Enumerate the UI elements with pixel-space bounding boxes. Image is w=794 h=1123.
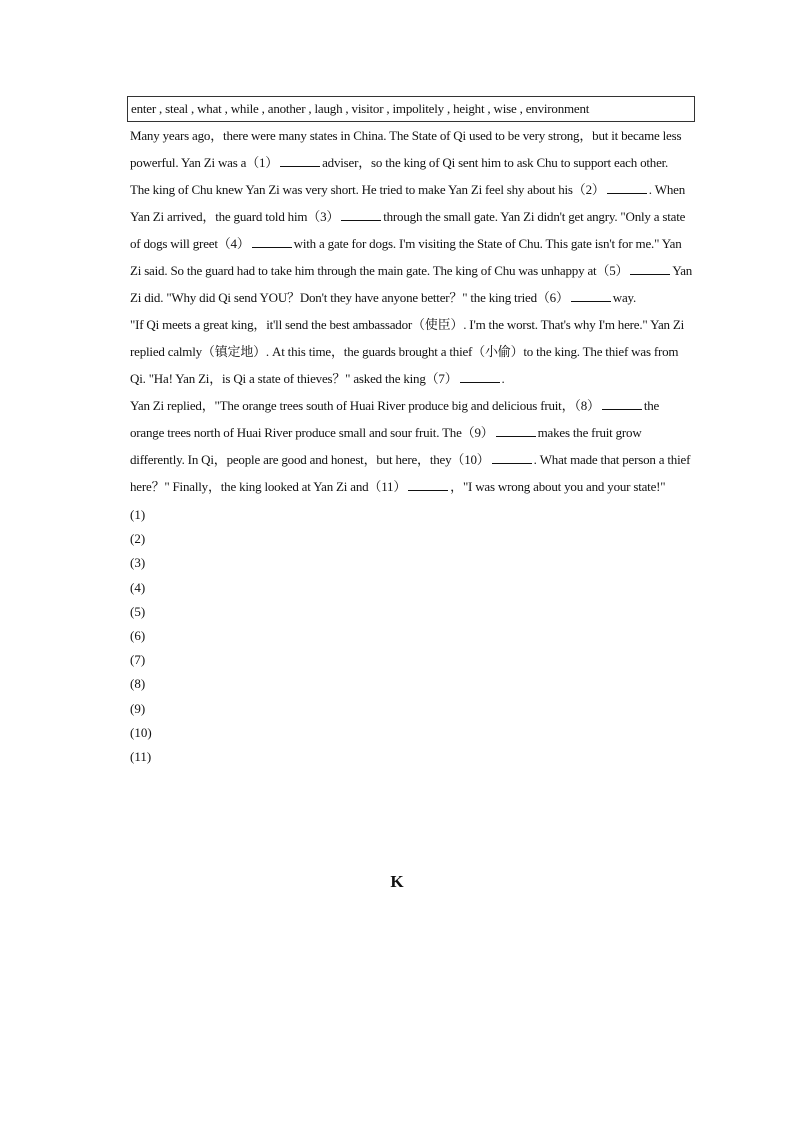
passage-text: through the small gate. Yan Zi didn't get angry. "Only a state of dogs will greet（4）: [130, 209, 686, 251]
answer-line[interactable]: (8): [130, 676, 146, 692]
passage-text: . When Yan Zi arrived，the guard told him（3）: [130, 182, 686, 224]
passage-text: with a gate for dogs. I'm visiting the State of Chu. This gate isn't for me." Yan Zi said. So the guard had to take him through the main gate. The king of Chu was unhappy at（5）: [130, 236, 682, 278]
answer-blank[interactable]: [460, 371, 500, 383]
passage-text: makes the fruit grow differently. In Qi，people are good and honest，but here，they（10）: [130, 425, 642, 467]
answer-line[interactable]: (4): [130, 579, 146, 595]
answer-line[interactable]: (2): [130, 531, 146, 547]
passage-text: .: [501, 371, 505, 386]
answer-blank[interactable]: [571, 290, 611, 302]
passage-text: adviser，so the king of Qi sent him to ask Chu to support each other.: [322, 155, 669, 170]
answer-blank[interactable]: [607, 182, 647, 194]
answer-line[interactable]: (6): [130, 627, 146, 643]
answer-line[interactable]: (9): [130, 700, 146, 716]
passage-text: Yan Zi did. "Why did Qi send YOU？Don't they have anyone better？" the king tried（6）: [130, 263, 693, 305]
passage-text: The king of Chu knew Yan Zi was very short. He tried to make Yan Zi feel shy about his（2）: [130, 182, 605, 197]
answer-blank[interactable]: [496, 425, 536, 437]
answer-blank[interactable]: [630, 263, 670, 275]
answer-blank[interactable]: [252, 236, 292, 248]
passage-paragraph-1: [130, 122, 695, 176]
answer-blank[interactable]: [492, 452, 532, 464]
answer-blank[interactable]: [602, 398, 642, 410]
passage-paragraph-4: [130, 392, 695, 500]
answer-blank[interactable]: [280, 155, 320, 167]
passage-text: Many years ago，there were many states in China. The State of Qi used to be very strong，but it became less powerful. Yan Zi was a（1）: [130, 128, 682, 170]
passage-paragraph-2: [130, 176, 695, 311]
answer-blank[interactable]: [341, 209, 381, 221]
passage-text: ，"I was wrong about you and your state!": [450, 479, 666, 494]
passage-text: . What made that person a thief here？" Finally，the king looked at Yan Zi and（11）: [130, 452, 691, 494]
word-bank-box: enter , steal , what , while , another , laugh , visitor , impolitely , height , wise , environment: [127, 96, 695, 122]
answer-line[interactable]: (11): [130, 748, 152, 764]
footer-mark: K: [390, 872, 404, 891]
answer-line[interactable]: (7): [130, 652, 146, 668]
answer-line[interactable]: (10): [130, 724, 152, 740]
passage-text: Yan Zi replied，"The orange trees south of Huai River produce big and delicious fruit，（8）: [130, 398, 600, 413]
page-content: [130, 96, 695, 769]
answer-line[interactable]: (5): [130, 603, 146, 619]
answer-line[interactable]: (3): [130, 555, 146, 571]
passage-text: the orange trees north of Huai River produce small and sour fruit. The（9）: [130, 398, 660, 440]
answer-blank[interactable]: [408, 479, 448, 491]
answer-list: [130, 503, 695, 769]
passage-text: "If Qi meets a great king，it'll send the best ambassador（使臣）. I'm the worst. That's why I'm here." Yan Zi replied calmly（镇定地）. At this time，the guards brought a thief（小偷）to the king. The thief was from Qi. "Ha! Yan Zi，is Qi a state of thieves？" asked the king（7）: [130, 317, 685, 386]
passage-text: way.: [612, 290, 637, 305]
answer-line[interactable]: (1): [130, 507, 146, 522]
passage-paragraph-3: [130, 311, 695, 392]
